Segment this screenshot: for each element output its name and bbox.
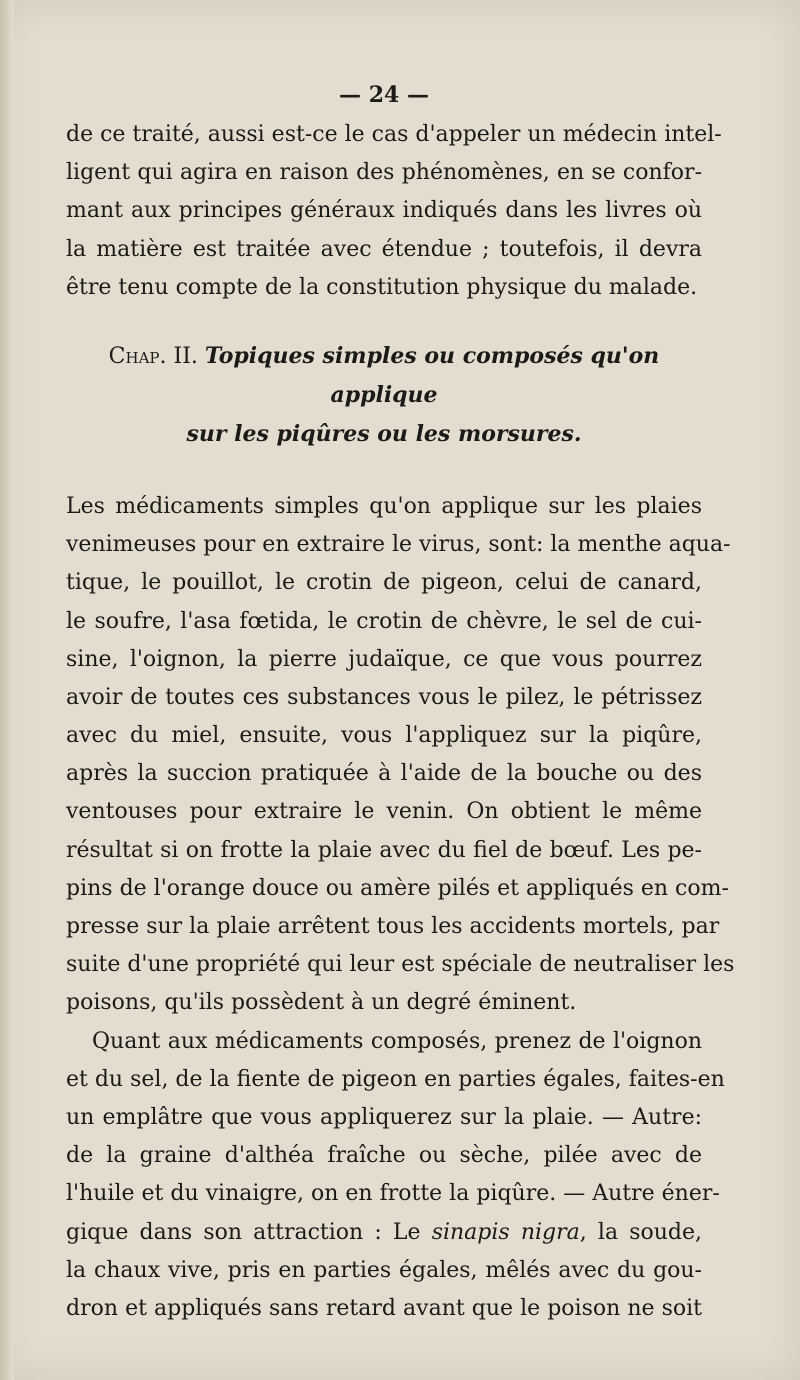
paragraph-3: [66, 1023, 725, 1329]
text-line: la matière est traitée avec étendue ; toutefois, il devra: [66, 236, 702, 262]
paragraph-2: [66, 488, 735, 1023]
text-line: le soufre, l'asa fœtida, le crotin de chèvre, le sel de cui-: [66, 608, 702, 634]
text-span: gique dans son attraction : Le: [66, 1219, 421, 1245]
text-line: être tenu compte de la constitution physique du malade.: [66, 274, 698, 300]
text-line: ligent qui agira en raison des phénomènes, en se confor-: [66, 160, 702, 186]
text-line: avoir de toutes ces substances vous le pilez, le pétrissez: [66, 684, 702, 710]
text-line: de la graine d'althéa fraîche ou sèche, pilée avec de: [66, 1143, 702, 1169]
text-line: poisons, qu'ils possèdent à un degré éminent.: [66, 990, 577, 1016]
text-line: après la succion pratiquée à l'aide de la bouche ou des: [66, 761, 702, 787]
chapter-title-line-2: sur les piqûres ou les morsures.: [186, 420, 582, 447]
text-line: presse sur la plaie arrêtent tous les accidents mortels, par: [66, 914, 720, 939]
chapter-number: Chap. II.: [108, 343, 198, 369]
text-line: un emplâtre que vous appliquerez sur la plaie. — Autre:: [66, 1104, 702, 1130]
text-line: venimeuses pour en extraire le virus, sont: la menthe aqua-: [66, 532, 731, 558]
italic-term: sinapis nigra: [431, 1219, 580, 1245]
chapter-heading: [66, 337, 702, 454]
text-line: pins de l'orange douce ou amère pilés et appliqués en com-: [66, 875, 729, 901]
text-line: l'huile et du vinaigre, on en frotte la piqûre. — Autre éner-: [66, 1181, 720, 1207]
text-line: sine, l'oignon, la pierre judaïque, ce que vous pourrez: [66, 646, 702, 672]
page-number: — 24 —: [339, 82, 429, 108]
chapter-title-line-1: Topiques simples ou composés qu'on applique: [204, 342, 660, 408]
text-line: ventouses pour extraire le venin. On obtient le même: [66, 799, 702, 825]
text-line: avec du miel, ensuite, vous l'appliquez sur la piqûre,: [66, 723, 702, 749]
paragraph-1: [66, 116, 722, 307]
text-line: de ce traité, aussi est-ce le cas d'appeler un médecin intel-: [66, 122, 722, 147]
text-line: [66, 1214, 702, 1252]
text-line: résultat si on frotte la plaie avec du fiel de bœuf. Les pe-: [66, 837, 702, 863]
text-line: Les médicaments simples qu'on applique sur les plaies: [66, 493, 702, 519]
text-span: , la soude,: [579, 1219, 703, 1245]
text-block: [66, 78, 735, 1328]
text-line: et du sel, de la fiente de pigeon en parties égales, faites-en: [66, 1066, 725, 1092]
text-line: Quant aux médicaments composés, prenez de l'oignon: [92, 1028, 702, 1054]
text-line: mant aux principes généraux indiqués dans les livres où: [66, 198, 702, 224]
text-line: dron et appliqués sans retard avant que le poison ne soit: [66, 1295, 702, 1321]
text-line: suite d'une propriété qui leur est spéciale de neutraliser les: [66, 952, 735, 978]
text-line: tique, le pouillot, le crotin de pigeon, celui de canard,: [66, 570, 702, 596]
page-gutter-shadow: [0, 0, 14, 1380]
text-line: la chaux vive, pris en parties égales, mêlés avec du gou-: [66, 1257, 702, 1283]
